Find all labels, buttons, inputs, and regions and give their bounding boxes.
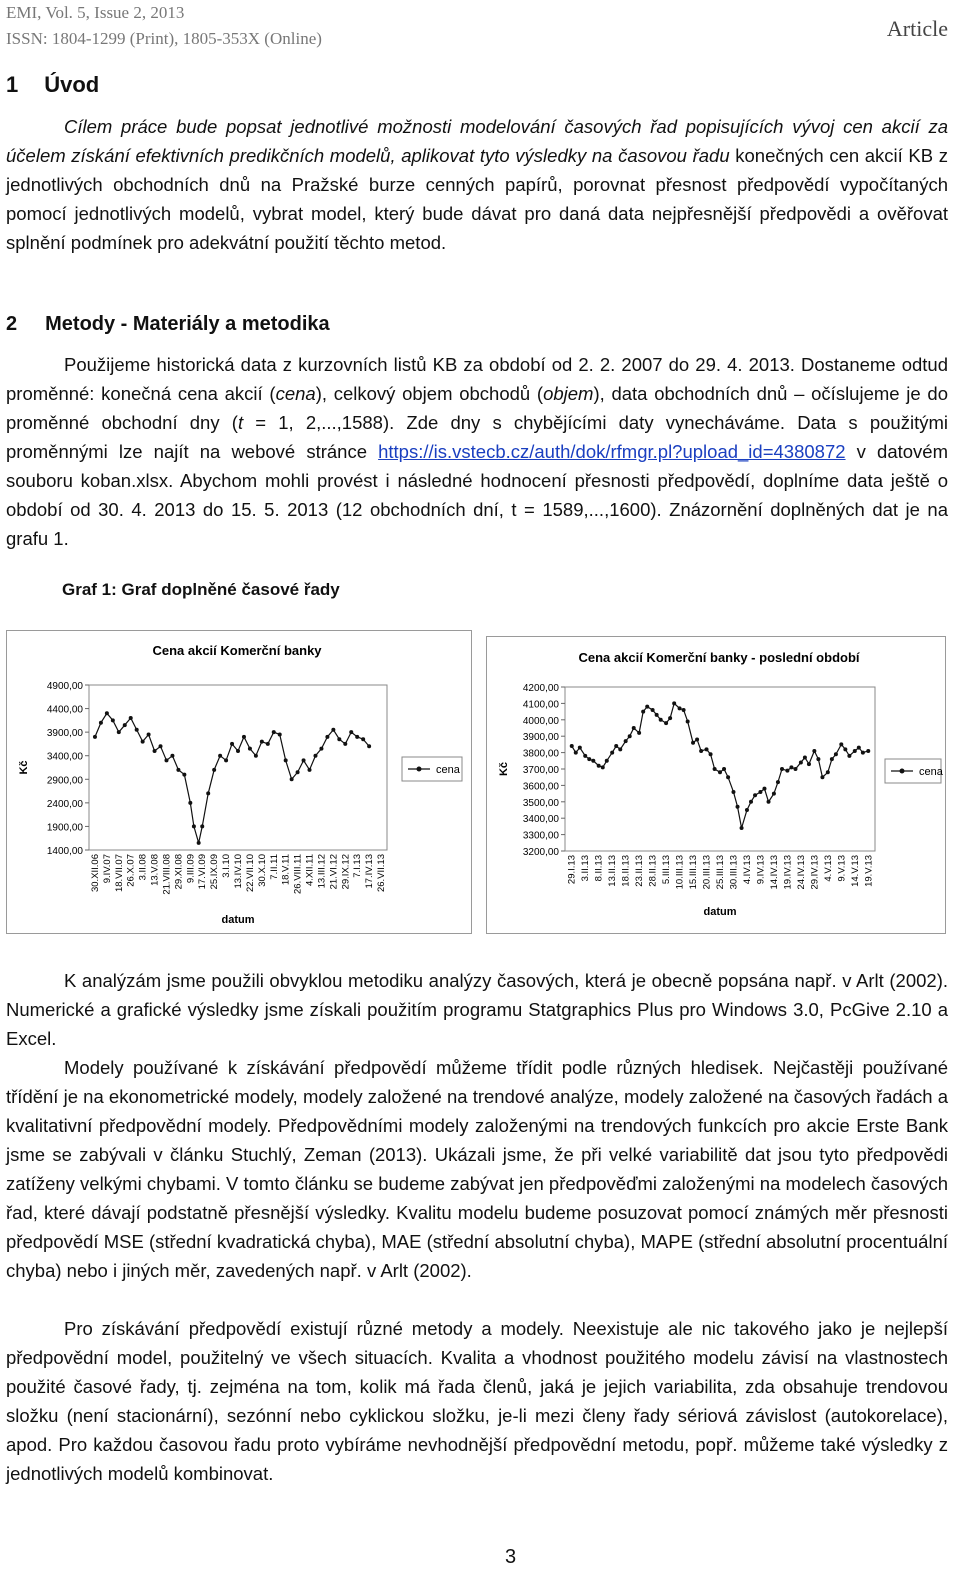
y-tick-label: 3600,00 xyxy=(522,781,559,793)
y-tick-label: 3400,00 xyxy=(522,814,559,826)
x-tick-label: 8.II.13 xyxy=(593,855,605,882)
chart-price-full xyxy=(6,630,472,934)
x-tick-label: 23.II.13 xyxy=(634,855,646,887)
data-point xyxy=(767,800,771,804)
var-objem: objem xyxy=(543,383,594,404)
methods-text-c: ), data obchodních dnů – očíslujeme je do proměnné obchodní dny ( xyxy=(6,383,948,433)
data-point xyxy=(753,793,757,797)
section-number: 1 xyxy=(6,72,19,97)
x-tick-label: 13.II.13 xyxy=(607,855,619,887)
data-point xyxy=(826,770,830,774)
data-point xyxy=(820,775,824,779)
data-point xyxy=(570,744,574,748)
data-point xyxy=(290,777,294,781)
x-tick-label: 14.V.13 xyxy=(849,855,861,887)
legend-label: cena xyxy=(436,764,460,776)
x-tick-label: 15.III.13 xyxy=(688,855,700,890)
y-axis-title: Kč xyxy=(18,760,30,775)
x-tick-label: 7.I.13 xyxy=(352,854,364,878)
data-point xyxy=(780,767,784,771)
data-point xyxy=(709,752,713,756)
x-tick-label: 18.II.13 xyxy=(620,855,632,887)
data-point xyxy=(325,735,329,739)
y-tick-label: 3500,00 xyxy=(522,797,559,809)
data-point xyxy=(672,701,676,705)
y-tick-label: 3300,00 xyxy=(522,830,559,842)
x-tick-label: 18.V.11 xyxy=(280,854,292,886)
data-point xyxy=(170,754,174,758)
chart-price-recent xyxy=(486,636,946,934)
var-cena: cena xyxy=(275,383,316,404)
data-point xyxy=(645,705,649,709)
data-point xyxy=(726,775,730,779)
y-axis-title: Kč xyxy=(498,761,510,777)
data-point xyxy=(591,759,595,763)
y-tick-label: 2900,00 xyxy=(46,775,83,787)
data-point xyxy=(587,757,591,761)
data-point xyxy=(331,728,335,732)
data-point xyxy=(182,773,186,777)
data-point xyxy=(597,764,601,768)
data-point xyxy=(847,754,851,758)
x-tick-label: 3.II.08 xyxy=(137,854,149,881)
legend-marker xyxy=(417,767,422,772)
data-point xyxy=(691,741,695,745)
methods-text-b: ), celkový objem obchodů ( xyxy=(315,383,544,404)
data-point xyxy=(722,767,726,771)
intro-italic-text: Cílem práce bude popsat jednotlivé možnosti modelování časových řad popisujících vývoj cen akcií za účelem získání efektivních predikčních modelů, aplikovat tyto výsledky na časovou řadu xyxy=(6,116,948,166)
page-number: 3 xyxy=(505,1546,517,1568)
data-point xyxy=(302,758,306,762)
data-point xyxy=(123,723,127,727)
data-point xyxy=(278,733,282,737)
data-point xyxy=(230,742,234,746)
x-tick-label: 19.IV.13 xyxy=(782,855,794,890)
data-point xyxy=(699,749,703,753)
x-tick-label: 26.VIII.11 xyxy=(292,854,304,894)
data-point xyxy=(740,826,744,830)
data-point xyxy=(718,770,722,774)
section-1-heading xyxy=(6,72,99,98)
y-tick-label: 4000,00 xyxy=(522,715,559,727)
data-point xyxy=(745,808,749,812)
y-tick-label: 3200,00 xyxy=(522,847,559,858)
legend-marker xyxy=(900,769,905,774)
data-point xyxy=(686,719,690,723)
series-line xyxy=(572,703,869,828)
methods-paragraph xyxy=(6,350,948,553)
data-point xyxy=(601,765,605,769)
data-point xyxy=(337,737,341,741)
data-point xyxy=(349,730,353,734)
data-point xyxy=(313,754,317,758)
y-tick-label: 3700,00 xyxy=(522,765,559,776)
data-point xyxy=(731,790,735,794)
data-point xyxy=(758,790,762,794)
chart-price-recent-svg xyxy=(487,637,945,933)
chart-price-full-svg xyxy=(7,631,471,933)
section-number: 2 xyxy=(6,313,18,335)
chart-title: Cena akcií Komerční banky xyxy=(152,643,322,658)
data-point xyxy=(678,706,682,710)
data-point xyxy=(254,754,258,758)
x-tick-label: 7.II.11 xyxy=(268,854,280,880)
x-tick-label: 13.V.08 xyxy=(149,854,161,886)
x-tick-label: 28.II.13 xyxy=(647,855,659,887)
data-point xyxy=(776,780,780,784)
data-point xyxy=(141,740,145,744)
data-point xyxy=(785,769,789,773)
section-title: Úvod xyxy=(44,72,100,97)
data-point xyxy=(93,735,97,739)
figure-caption: Graf 1: Graf doplněné časové řady xyxy=(62,580,340,599)
x-tick-label: 14.IV.13 xyxy=(768,855,780,890)
x-tick-label: 13.IV.10 xyxy=(233,854,244,889)
data-point xyxy=(153,749,157,753)
y-tick-label: 3800,00 xyxy=(522,748,559,760)
data-point xyxy=(668,716,672,720)
x-tick-label: 30.III.13 xyxy=(728,855,740,890)
data-point xyxy=(242,735,246,739)
data-point xyxy=(192,824,196,828)
data-point xyxy=(803,756,807,760)
data-point xyxy=(705,747,709,751)
data-point xyxy=(129,716,133,720)
data-point xyxy=(812,749,816,753)
x-axis-title: datum xyxy=(221,914,255,926)
data-point xyxy=(135,728,139,732)
x-tick-label: 25.III.13 xyxy=(715,855,726,890)
x-tick-label: 20.III.13 xyxy=(701,855,713,890)
x-tick-label: 22.VII.10 xyxy=(244,854,256,893)
data-point xyxy=(296,770,300,774)
data-point xyxy=(651,708,655,712)
x-tick-label: 9.IV.13 xyxy=(755,855,767,885)
y-tick-label: 3900,00 xyxy=(522,732,559,744)
data-point xyxy=(839,742,843,746)
var-t: t xyxy=(237,412,244,433)
x-tick-label: 21.VI.12 xyxy=(328,854,340,890)
x-tick-label: 4.IV.13 xyxy=(741,855,753,885)
x-tick-label: 17.IV.13 xyxy=(364,854,376,889)
data-point xyxy=(117,730,121,734)
data-point xyxy=(713,767,717,771)
x-tick-label: 26.X.07 xyxy=(125,854,137,887)
data-point xyxy=(367,744,371,748)
x-tick-label: 29.I.13 xyxy=(566,855,578,885)
data-point xyxy=(159,744,163,748)
data-point xyxy=(610,751,614,755)
data-point xyxy=(628,734,632,738)
data-point xyxy=(224,758,228,762)
y-tick-label: 4400,00 xyxy=(46,704,83,716)
intro-paragraph xyxy=(6,112,948,257)
section-2-heading xyxy=(6,313,330,336)
data-point xyxy=(853,749,857,753)
data-point xyxy=(197,841,201,845)
x-tick-label: 26.VII.13 xyxy=(376,854,388,893)
x-tick-label: 3.II.13 xyxy=(580,855,592,882)
x-tick-label: 4.XII.11 xyxy=(304,854,316,887)
data-point xyxy=(260,740,264,744)
data-point xyxy=(218,754,222,758)
data-point xyxy=(655,713,659,717)
y-tick-label: 3400,00 xyxy=(46,751,83,763)
x-tick-label: 9.IV.07 xyxy=(101,854,113,884)
x-tick-label: 21.VIII.08 xyxy=(161,854,173,895)
data-point xyxy=(866,749,870,753)
data-point xyxy=(695,737,699,741)
data-point xyxy=(632,726,636,730)
data-point xyxy=(272,730,276,734)
data-point xyxy=(248,747,252,751)
section-title: Metody - Materiály a metodika xyxy=(45,313,330,335)
data-point xyxy=(99,721,103,725)
analysis-paragraph: K analýzám jsme použili obvyklou metodiku analýzy časových, která je obecně popsána např. v Arlt (2002). Numerické a grafické výsledky jsme získali použitím programu Statgraphics Plus pro Windows 3.0, PcGive 2.10 a Excel. xyxy=(6,970,948,1049)
data-point xyxy=(807,762,811,766)
plot-area xyxy=(89,685,387,850)
x-tick-label: 5.III.13 xyxy=(661,855,673,885)
data-point xyxy=(111,718,115,722)
data-point xyxy=(618,747,622,751)
data-point xyxy=(188,801,192,805)
data-point xyxy=(574,751,578,755)
data-point xyxy=(857,746,861,750)
data-point xyxy=(664,721,668,725)
y-tick-label: 1400,00 xyxy=(46,846,83,857)
x-tick-label: 3.I.10 xyxy=(221,854,233,878)
data-point xyxy=(343,742,347,746)
y-tick-label: 3900,00 xyxy=(46,728,83,740)
x-tick-label: 29.XI.08 xyxy=(173,854,185,890)
data-point xyxy=(236,749,240,753)
chart-title: Cena akcií Komerční banky - poslední období xyxy=(578,650,860,665)
y-tick-label: 4100,00 xyxy=(522,699,559,711)
data-point xyxy=(355,735,359,739)
data-point xyxy=(614,744,618,748)
data-point xyxy=(641,710,645,714)
intro-text: konečných cen akcií KB z jednotlivých obchodních dnů na Pražské burze cenných papírů, porovnat přesnost předpovědí vypočítaných pomocí jednotlivých modelů, vybrat model, který bude dávat pro daná data nejpřesnější předpovědi a ověřovat splnění podmínek pro adekvátní použití těchto metod. xyxy=(6,145,948,253)
y-tick-label: 2400,00 xyxy=(46,798,83,810)
y-tick-label: 1900,00 xyxy=(46,822,83,834)
legend-label: cena xyxy=(919,766,943,778)
data-point xyxy=(834,752,838,756)
data-point xyxy=(772,792,776,796)
data-point xyxy=(361,737,365,741)
data-point xyxy=(206,791,210,795)
x-tick-label: 9.III.09 xyxy=(185,854,197,884)
x-tick-label: 30.X.10 xyxy=(256,854,268,887)
x-tick-label: 29.IV.13 xyxy=(809,855,821,890)
journal-header xyxy=(6,0,322,52)
x-tick-label: 25.IX.09 xyxy=(209,854,221,890)
journal-volume: EMI, Vol. 5, Issue 2, 2013 xyxy=(6,3,185,22)
data-point xyxy=(736,805,740,809)
data-point xyxy=(105,711,109,715)
data-point xyxy=(176,768,180,772)
x-tick-label: 4.V.13 xyxy=(822,855,834,882)
data-point xyxy=(830,757,834,761)
data-point xyxy=(266,742,270,746)
data-point xyxy=(789,765,793,769)
x-axis-title: datum xyxy=(703,906,737,918)
data-point xyxy=(749,800,753,804)
data-point xyxy=(816,757,820,761)
x-tick-label: 9.V.13 xyxy=(836,855,848,882)
data-point xyxy=(762,787,766,791)
models-paragraph: Modely používané k získávání předpovědí můžeme třídit podle různých hledisek. Nejčastěji používané třídění je na ekonometrické modely, modely založené na trendové analýze, modely založené na časových řadách a kvalitativní předpovědní modely. Předpovědními modely založenými na trendových funkcích pro akcie Erste Bank jsme se zabývali v článku Stuchlý, Zeman (2013). Ukázali jsme, že při velké variabilitě dat jsou tyto předpovědi zatíženy velkými chybami. V tomto článku se budeme zabývat jen předpověďmi založenými na modelech časových řad, které dávají podstatně přesnější výsledky. Kvalitu modelu budeme posuzovat pomocí známých měr přesnosti předpovědí MSE (střední kvadratická chyba), MAE (střední absolutní chyba), MAPE (střední absolutní procentuální chyba) nebo i jiných měr, zavedených např. v Arlt (2002). xyxy=(6,1057,948,1281)
data-point xyxy=(659,718,663,722)
x-tick-label: 17.VI.09 xyxy=(197,854,209,890)
data-point xyxy=(624,739,628,743)
methods-text-d: = 1, 2,...,1588). Zde dny s chybějícími daty vynecháváme. Data s použitými proměnnými lze najít na webové stránce xyxy=(6,412,948,462)
data-point xyxy=(793,767,797,771)
x-tick-label: 30.XII.06 xyxy=(89,854,101,893)
data-point xyxy=(308,768,312,772)
data-point xyxy=(319,747,323,751)
x-tick-label: 24.IV.13 xyxy=(795,855,807,890)
x-tick-label: 18.VII.07 xyxy=(113,854,125,893)
data-point xyxy=(164,758,168,762)
data-point xyxy=(578,746,582,750)
data-point xyxy=(637,731,641,735)
data-point xyxy=(861,751,865,755)
data-point xyxy=(843,747,847,751)
x-tick-label: 13.III.12 xyxy=(316,854,328,889)
y-tick-label: 4200,00 xyxy=(522,683,559,694)
x-tick-label: 10.III.13 xyxy=(674,855,686,890)
data-point xyxy=(212,768,216,772)
data-point xyxy=(799,760,803,764)
data-point xyxy=(682,708,686,712)
data-point xyxy=(200,824,204,828)
y-tick-label: 4900,00 xyxy=(46,681,83,692)
data-point xyxy=(147,733,151,737)
data-link[interactable]: https://is.vstecb.cz/auth/dok/rfmgr.pl?upload_id=4380872 xyxy=(378,441,846,462)
x-tick-label: 29.IX.12 xyxy=(340,854,352,890)
journal-issn: ISSN: 1804-1299 (Print), 1805-353X (Online) xyxy=(6,29,322,48)
x-tick-label: 19.V.13 xyxy=(863,855,875,887)
methods-choice-paragraph: Pro získávání předpovědí existují různé metody a modely. Neexistuje ale nic takového jako je nejlepší předpovědní model, použitelný ve všech situacích. Kvalita a vhodnost použitého modelu závisí na vlastnostech použité časové řady, tj. zejména na tom, kolik má řada členů, jaká je jejich variabilita, zda obsahuje trendovou složku (není stacionární), sezónní nebo cyklickou složku, je-li mezi členy řady sériová závislost (autokorelace), apod. Pro každou časovou řadu proto vybíráme nevhodnější předpovědní metodu, popř. můžeme také výsledky z jednotlivých modelů kombinovat. xyxy=(6,1318,948,1484)
series-line xyxy=(95,713,369,843)
methods-text-a: Použijeme historická data z kurzovních listů KB za období od 2. 2. 2007 do 29. 4. 2013. Dostaneme odtud proměnné: konečná cena akcií ( xyxy=(6,354,948,404)
data-point xyxy=(583,754,587,758)
methods-text-e: v datovém souboru koban.xlsx. Abychom mohli provést i následné hodnocení přesnosti předpovědí, doplníme data ještě o období od 30. 4. 2013 do 15. 5. 2013 (12 obchodních dní, t = 1589,...,1600). Znázornění doplněných dat je na grafu 1. xyxy=(6,441,948,549)
data-point xyxy=(284,758,288,762)
data-point xyxy=(605,759,609,763)
article-type-label: Article xyxy=(886,16,948,41)
